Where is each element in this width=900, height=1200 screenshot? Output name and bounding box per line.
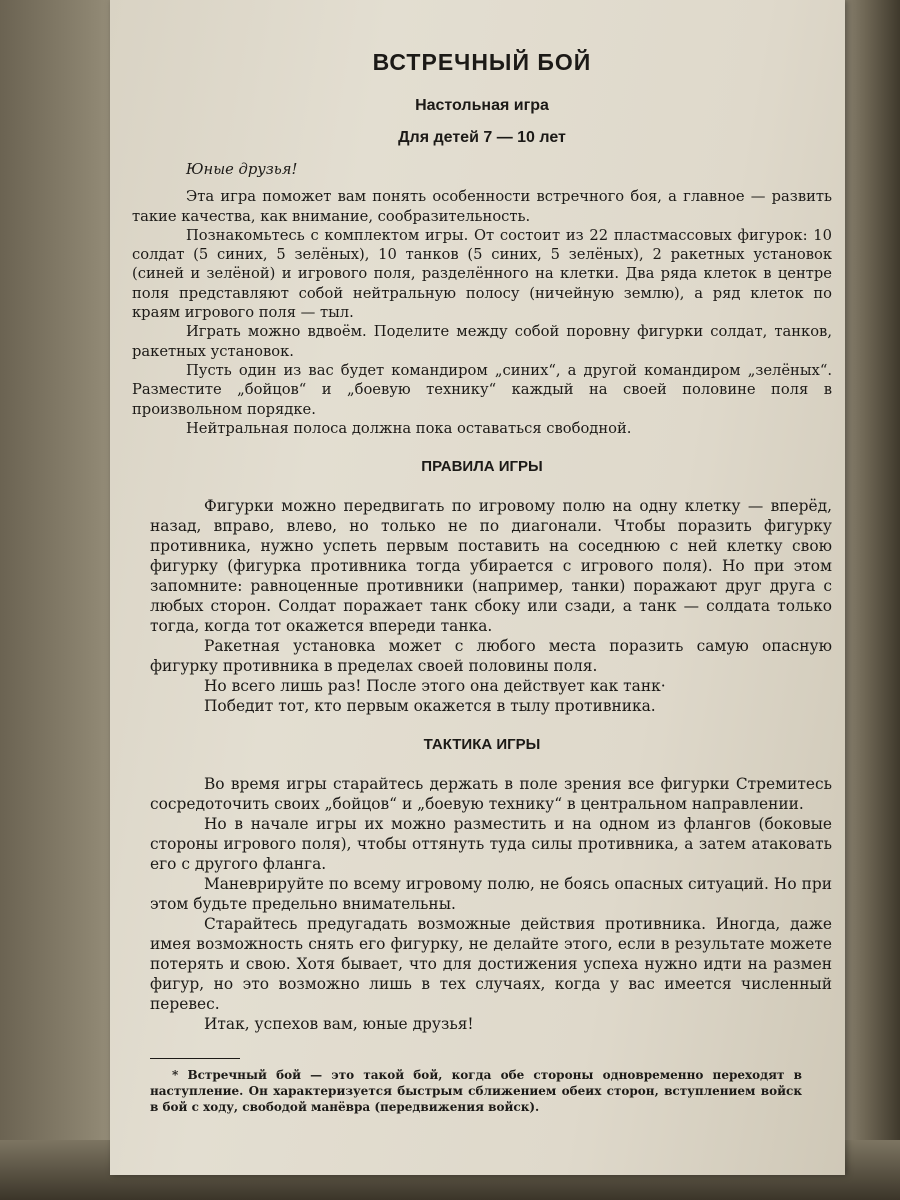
document-title: ВСТРЕЧНЫЙ БОЙ [372,49,592,75]
age-range: Для детей 7 — 10 лет [398,129,566,146]
tactics-paragraph: Маневрируйте по всему игровому полю, не боясь опасных ситуаций. Но при этом будьте предельно внимательны. [150,875,832,914]
document-subtitle: Настольная игра [415,97,549,114]
footnote [132,1058,832,1115]
tactics-paragraph: Но в начале игры их можно разместить и на одном из флангов (боковые стороны игрового поля), чтобы оттянуть туда силы противника, а затем атаковать его с другого фланга. [150,815,832,874]
intro-paragraph: Познакомьтесь с комплектом игры. От состоит из 22 пластмассовых фигурок: 10 солдат (5 синих, 5 зелёных), 10 танков (5 синих, 5 зелёных), 2 ракетных установок (синей и зелёной) и игрового поля, разделённого на клетки. Два ряда клеток в центре поля представляют собой нейтральную полосу (ничейную землю), а ряд клеток по краям игрового поля — тыл. [132,226,832,322]
tactics-section [132,774,832,1034]
rules-heading: ПРАВИЛА ИГРЫ [421,458,543,476]
rules-paragraph: Победит тот, кто первым окажется в тылу противника. [204,697,656,716]
tactics-paragraph: Старайтесь предугадать возможные действия противника. Иногда, даже имея возможность снять его фигурку, не делайте этого, если в результате можете потерять и свою. Хотя бывает, что для достижения успеха нужно идти на размен фигур, но это возможно лишь в тех случаях, когда у вас имеется численный перевес. [150,915,832,1014]
rules-paragraph: Ракетная установка может с любого места поразить самую опасную фигурку противника в пределах своей половины поля. [150,637,832,676]
tactics-paragraph: Во время игры старайтесь держать в поле зрения все фигурки Стремитесь сосредоточить своих „бойцов“ и „боевую технику“ в центральном направлении. [150,775,832,814]
rules-paragraph: Фигурки можно передвигать по игровому полю на одну клетку — вперёд, назад, вправо, влево, но только не по диагонали. Чтобы поразить фигурку противника, нужно успеть первым поставить на соседнюю с ней клетку свою фигурку (фигурка противника тогда убирается с игрового поля). Но при этом запомните: равноценные противники (например, танки) поражают друг друга с любых сторон. Солдат поражает танк сбоку или сзади, а танк — солдата только тогда, когда тот окажется впереди танка. [150,497,832,636]
tactics-paragraph: Итак, успехов вам, юные друзья! [204,1015,474,1034]
rules-paragraph: Но всего лишь раз! После этого она действует как танк· [204,677,666,696]
intro-paragraph: Нейтральная полоса должна пока оставаться свободной. [186,419,632,437]
tactics-heading: ТАКТИКА ИГРЫ [423,736,541,754]
intro-section [132,187,832,438]
rules-section [132,496,832,716]
intro-paragraph: Пусть один из вас будет командиром „синих“, а другой командиром „зелёных“. Разместите „бойцов“ и „боевую технику“ каждый на своей половине поля в произвольном порядке. [132,361,832,418]
intro-paragraph: Эта игра поможет вам понять особенности встречного боя, а главное — развить такие качества, как внимание, сообразительность. [132,188,832,225]
instruction-sheet [110,0,845,1175]
greeting: Юные друзья! [186,161,298,178]
intro-paragraph: Играть можно вдвоём. Поделите между собой поровну фигурки солдат, танков, ракетных установок. [132,323,832,360]
footnote-divider [150,1058,240,1059]
footnote-text: * Встречный бой — это такой бой, когда обе стороны одновременно переходят в наступление. Он характеризуется быстрым сближением обеих сторон, вступлением войск в бой с ходу, свободой манёвра (передвижения войск). [150,1068,802,1115]
sheet-content [132,46,832,1115]
